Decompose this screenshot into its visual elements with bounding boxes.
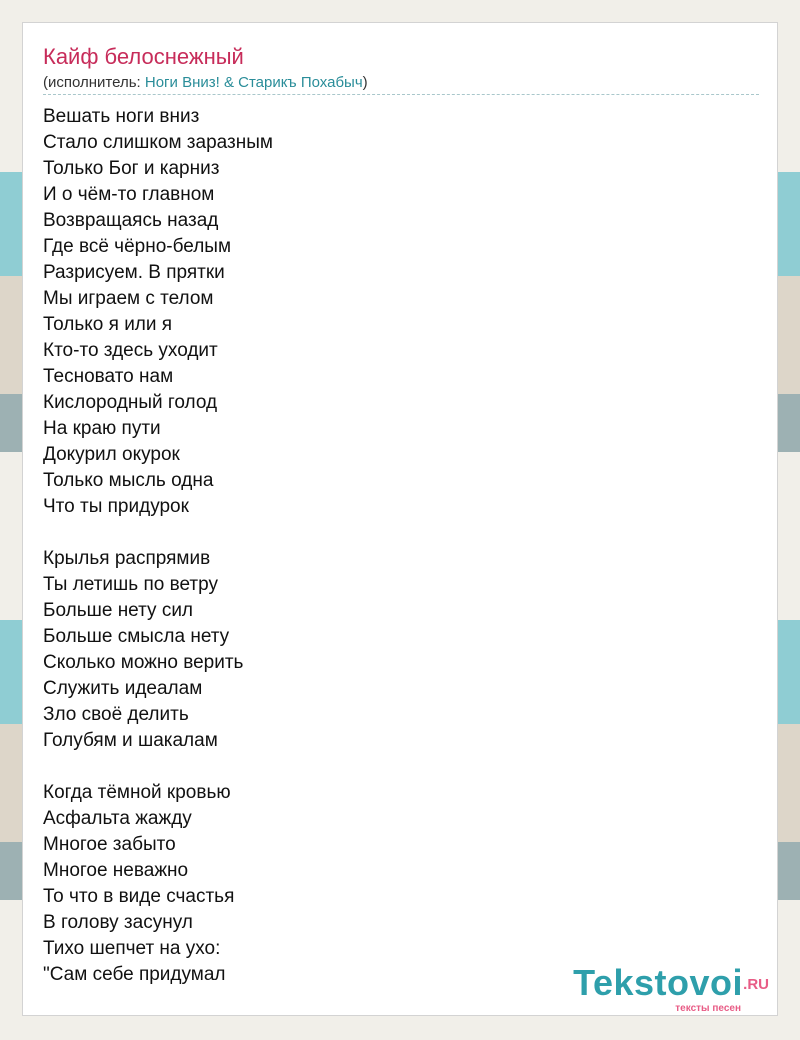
- lyric-line: Тесновато нам: [43, 366, 174, 387]
- lyric-line: Разрисуем. В прятки: [43, 262, 225, 283]
- byline-prefix: (исполнитель:: [43, 74, 145, 91]
- lyric-line: Возвращаясь назад: [43, 210, 219, 231]
- divider: [43, 94, 759, 95]
- artist-byline: [43, 73, 368, 93]
- lyric-line: "Сам себе придумал: [43, 964, 226, 985]
- lyric-line: Зло своё делить: [43, 704, 189, 725]
- lyrics-body: [43, 104, 743, 988]
- song-title: Кайф белоснежный: [43, 44, 244, 69]
- lyric-line: Служить идеалам: [43, 678, 203, 699]
- lyric-line: В голову засунул: [43, 912, 193, 933]
- stanza-gap: [43, 754, 743, 780]
- lyric-line: Где всё чёрно-белым: [43, 236, 232, 257]
- lyric-line: Голубям и шакалам: [43, 730, 218, 751]
- artist-link[interactable]: Ноги Вниз! & Старикъ Похабыч: [144, 74, 363, 91]
- logo-tagline: тексты песен: [675, 1003, 741, 1014]
- lyrics-card: [22, 22, 778, 1016]
- lyric-line: Только мысль одна: [43, 470, 214, 491]
- lyric-line: Сколько можно верить: [43, 652, 244, 673]
- lyric-line: Что ты придурок: [43, 496, 189, 517]
- byline-suffix: ): [362, 74, 368, 91]
- lyric-line: Мы играем с телом: [43, 288, 214, 309]
- lyric-line: Больше нету сил: [43, 600, 194, 621]
- lyric-line: И о чём-то главном: [43, 184, 215, 205]
- lyric-line: То что в виде счастья: [43, 886, 235, 907]
- lyric-line: Только я или я: [43, 314, 173, 335]
- lyric-line: Вешать ноги вниз: [43, 106, 200, 127]
- logo-tld: .RU: [743, 976, 769, 993]
- lyric-line: Асфальта жажду: [43, 808, 192, 829]
- site-logo[interactable]: [559, 963, 769, 1015]
- lyric-line: Больше смысла нету: [43, 626, 230, 647]
- lyric-line: Тихо шепчет на ухо:: [43, 938, 221, 959]
- lyric-line: Кто-то здесь уходит: [43, 340, 218, 361]
- lyric-line: Многое неважно: [43, 860, 189, 881]
- lyric-line: Стало слишком заразным: [43, 132, 273, 153]
- lyric-line: Только Бог и карниз: [43, 158, 220, 179]
- logo-name: Tekstovoi: [573, 962, 743, 1003]
- stanza-gap: [43, 520, 743, 546]
- lyric-line: На краю пути: [43, 418, 161, 439]
- lyric-line: Кислородный голод: [43, 392, 218, 413]
- lyric-line: Докурил окурок: [43, 444, 180, 465]
- lyric-line: Многое забыто: [43, 834, 176, 855]
- lyric-line: Когда тёмной кровью: [43, 782, 231, 803]
- lyric-line: Крылья распрямив: [43, 548, 211, 569]
- lyric-line: Ты летишь по ветру: [43, 574, 218, 595]
